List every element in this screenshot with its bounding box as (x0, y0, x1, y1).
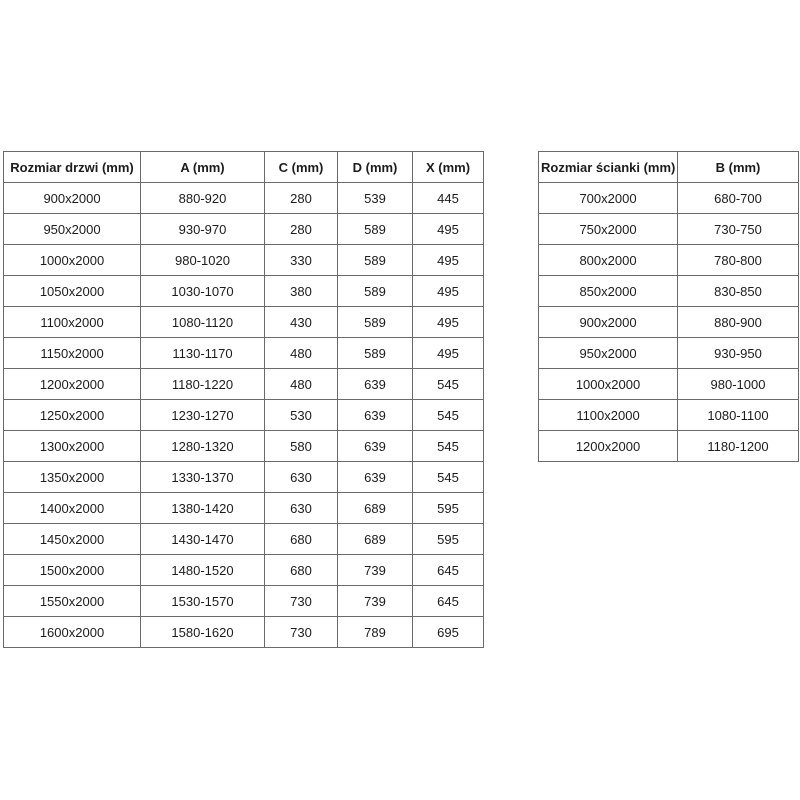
table-cell: 280 (265, 214, 338, 245)
table-cell: 789 (338, 617, 413, 648)
table-cell: 680-700 (678, 183, 799, 214)
table-cell: 1050x2000 (4, 276, 141, 307)
table-cell: 689 (338, 493, 413, 524)
table-cell: 1030-1070 (141, 276, 265, 307)
table-cell: 880-920 (141, 183, 265, 214)
table-cell: 680 (265, 555, 338, 586)
table-row (539, 400, 799, 431)
table-cell: 750x2000 (539, 214, 678, 245)
table-cell: 1150x2000 (4, 338, 141, 369)
table-cell: 900x2000 (539, 307, 678, 338)
table-cell: 1580-1620 (141, 617, 265, 648)
table-cell: 1000x2000 (539, 369, 678, 400)
table-cell: 1100x2000 (4, 307, 141, 338)
table-cell: 1180-1200 (678, 431, 799, 462)
table-cell: 639 (338, 462, 413, 493)
table-cell: 1000x2000 (4, 245, 141, 276)
table-cell: 1100x2000 (539, 400, 678, 431)
table-cell: 1350x2000 (4, 462, 141, 493)
wall-table-header-row (539, 152, 799, 183)
table-row (4, 462, 484, 493)
table-cell: 1500x2000 (4, 555, 141, 586)
table-row (4, 617, 484, 648)
table-cell: 1080-1120 (141, 307, 265, 338)
table-cell: 1200x2000 (4, 369, 141, 400)
table-cell: 1130-1170 (141, 338, 265, 369)
column-header: D (mm) (338, 152, 413, 183)
table-cell: 1550x2000 (4, 586, 141, 617)
table-cell: 1200x2000 (539, 431, 678, 462)
column-header: X (mm) (413, 152, 484, 183)
table-cell: 430 (265, 307, 338, 338)
table-cell: 700x2000 (539, 183, 678, 214)
table-cell: 800x2000 (539, 245, 678, 276)
table-cell: 630 (265, 462, 338, 493)
table-cell: 589 (338, 307, 413, 338)
table-cell: 780-800 (678, 245, 799, 276)
table-cell: 1380-1420 (141, 493, 265, 524)
table-row (539, 276, 799, 307)
table-row (4, 338, 484, 369)
table-cell: 680 (265, 524, 338, 555)
table-cell: 639 (338, 369, 413, 400)
table-cell: 900x2000 (4, 183, 141, 214)
table-row (4, 183, 484, 214)
table-row (4, 369, 484, 400)
table-cell: 1530-1570 (141, 586, 265, 617)
table-cell: 1330-1370 (141, 462, 265, 493)
table-cell: 645 (413, 555, 484, 586)
table-row (4, 431, 484, 462)
table-cell: 630 (265, 493, 338, 524)
table-row (4, 555, 484, 586)
table-cell: 595 (413, 493, 484, 524)
table-row (539, 338, 799, 369)
table-cell: 695 (413, 617, 484, 648)
table-row (539, 307, 799, 338)
column-header: A (mm) (141, 152, 265, 183)
table-cell: 589 (338, 214, 413, 245)
table-cell: 739 (338, 586, 413, 617)
table-row (4, 214, 484, 245)
table-cell: 1250x2000 (4, 400, 141, 431)
table-cell: 950x2000 (4, 214, 141, 245)
table-cell: 595 (413, 524, 484, 555)
table-cell: 580 (265, 431, 338, 462)
table-row (539, 369, 799, 400)
table-cell: 480 (265, 369, 338, 400)
table-cell: 930-950 (678, 338, 799, 369)
table-cell: 850x2000 (539, 276, 678, 307)
table-cell: 950x2000 (539, 338, 678, 369)
table-cell: 330 (265, 245, 338, 276)
door-table-header-row (4, 152, 484, 183)
column-header: Rozmiar ścianki (mm) (539, 152, 678, 183)
table-cell: 689 (338, 524, 413, 555)
table-cell: 645 (413, 586, 484, 617)
table-cell: 495 (413, 276, 484, 307)
table-cell: 495 (413, 307, 484, 338)
table-row (539, 183, 799, 214)
table-cell: 639 (338, 431, 413, 462)
table-cell: 589 (338, 276, 413, 307)
table-cell: 545 (413, 400, 484, 431)
table-cell: 1080-1100 (678, 400, 799, 431)
table-cell: 280 (265, 183, 338, 214)
table-cell: 880-900 (678, 307, 799, 338)
table-row (4, 245, 484, 276)
table-cell: 930-970 (141, 214, 265, 245)
table-cell: 739 (338, 555, 413, 586)
table-row (539, 245, 799, 276)
door-size-table (3, 151, 484, 648)
table-cell: 1600x2000 (4, 617, 141, 648)
wall-panel-size-table (538, 151, 799, 462)
table-cell: 1400x2000 (4, 493, 141, 524)
table-row (4, 276, 484, 307)
table-row (4, 524, 484, 555)
table-cell: 545 (413, 369, 484, 400)
column-header: B (mm) (678, 152, 799, 183)
table-row (4, 307, 484, 338)
table-cell: 545 (413, 431, 484, 462)
table-cell: 639 (338, 400, 413, 431)
table-cell: 980-1000 (678, 369, 799, 400)
table-cell: 495 (413, 214, 484, 245)
table-cell: 480 (265, 338, 338, 369)
table-cell: 1430-1470 (141, 524, 265, 555)
table-cell: 1480-1520 (141, 555, 265, 586)
table-row (4, 493, 484, 524)
table-cell: 380 (265, 276, 338, 307)
table-cell: 830-850 (678, 276, 799, 307)
table-cell: 589 (338, 245, 413, 276)
table-cell: 495 (413, 338, 484, 369)
column-header: C (mm) (265, 152, 338, 183)
table-cell: 730-750 (678, 214, 799, 245)
table-cell: 730 (265, 586, 338, 617)
table-row (539, 431, 799, 462)
table-cell: 495 (413, 245, 484, 276)
table-cell: 530 (265, 400, 338, 431)
table-row (539, 214, 799, 245)
table-cell: 730 (265, 617, 338, 648)
table-cell: 1450x2000 (4, 524, 141, 555)
table-cell: 980-1020 (141, 245, 265, 276)
column-header: Rozmiar drzwi (mm) (4, 152, 141, 183)
table-cell: 1280-1320 (141, 431, 265, 462)
table-row (4, 400, 484, 431)
table-cell: 1230-1270 (141, 400, 265, 431)
table-cell: 589 (338, 338, 413, 369)
table-cell: 1180-1220 (141, 369, 265, 400)
table-cell: 545 (413, 462, 484, 493)
table-cell: 445 (413, 183, 484, 214)
table-row (4, 586, 484, 617)
table-cell: 539 (338, 183, 413, 214)
table-cell: 1300x2000 (4, 431, 141, 462)
